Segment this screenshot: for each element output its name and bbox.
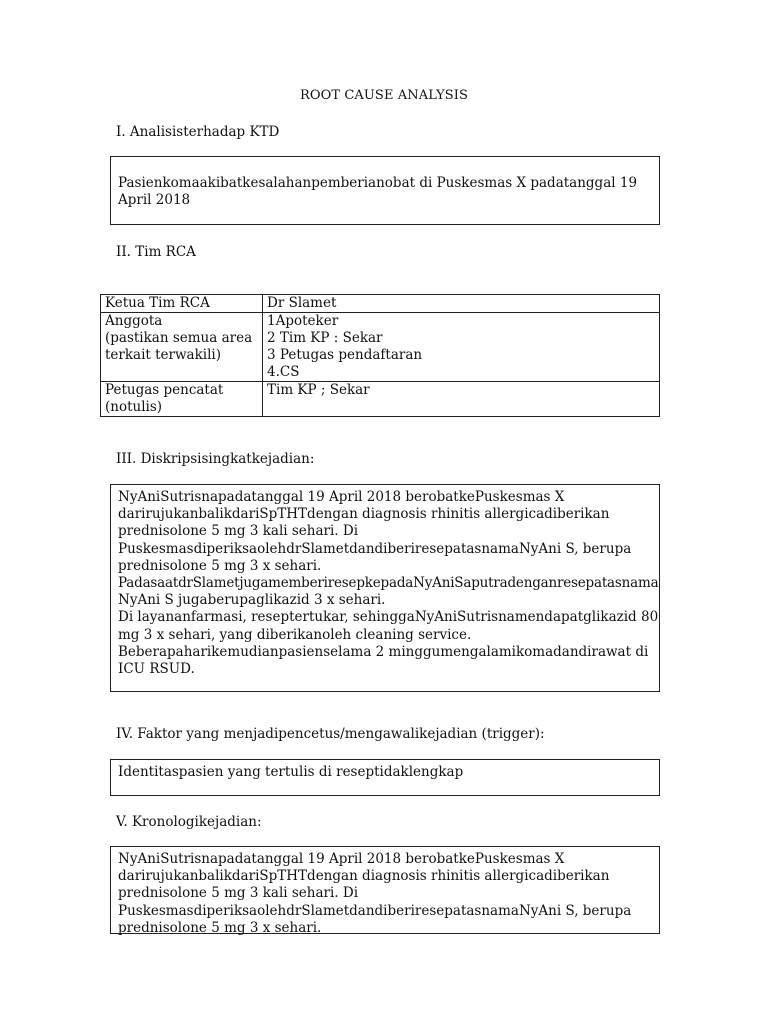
table-cell-label: Petugas pencatat (notulis): [101, 382, 263, 417]
section-5-line: NyAniSutrisnapadatanggal 19 April 2018 berobatkePuskesmas X: [118, 851, 565, 867]
section-3-line: Di layananfarmasi, reseptertukar, sehinggaNyAniSutrisnamendapatglikazid 80: [118, 609, 659, 626]
document-title: ROOT CAUSE ANALYSIS: [299, 88, 469, 103]
section-2-heading: II. Tim RCA: [116, 244, 196, 260]
section-5-line: darirujukanbalikdariSpTHTdengan diagnosis rhinitis allergicadiberikan: [118, 868, 610, 885]
section-3-line: mg 3 x sehari, yang diberikanoleh cleaning service.: [118, 626, 472, 643]
section-5-heading: V. Kronologikejadian:: [116, 814, 262, 830]
section-3-line: NyAni S jugaberupaglikazid 3 x sehari.: [118, 592, 386, 609]
section-1-line: April 2018: [118, 192, 191, 209]
section-4-heading: IV. Faktor yang menjadipencetus/mengawalikejadian (trigger):: [116, 726, 545, 742]
section-3-line: Beberapaharikemudianpasienselama 2 minggumengalamikomadandirawat di: [118, 643, 649, 660]
section-5-line: PuskesmasdiperiksaolehdrSlametdandiberiresepatasnamaNyAni S, berupa: [118, 902, 632, 919]
section-1-line: Pasienkomaakibatkesalahanpemberianobat di Puskesmas X padatanggal 19: [118, 175, 638, 191]
table-cell-value: Tim KP ; Sekar: [263, 382, 660, 417]
section-3-line: prednisolone 5 mg 3 kali sehari. Di: [118, 523, 359, 540]
section-1-box: [110, 156, 660, 225]
section-4-line: Identitaspasien yang tertulis di reseptidaklengkap: [118, 764, 464, 780]
section-3-line: prednisolone 5 mg 3 x sehari.: [118, 557, 322, 574]
section-5-line: prednisolone 5 mg 3 x sehari.: [118, 919, 322, 936]
table-cell-label: Ketua Tim RCA: [101, 295, 263, 313]
section-1-heading: I. Analisisterhadap KTD: [116, 124, 280, 140]
section-3-line: ICU RSUD.: [118, 661, 195, 678]
section-3-line: PadasaatdrSlametjugamemberiresepkepadaNyAniSaputradenganresepatasnama: [118, 575, 659, 592]
table-cell-label: Anggota (pastikan semua area terkait terwakili): [101, 313, 263, 382]
table-row: [101, 382, 660, 417]
table-row: [101, 295, 660, 313]
section-3-box: [110, 484, 660, 692]
section-3-line: darirujukanbalikdariSpTHTdengan diagnosis rhinitis allergicadiberikan: [118, 506, 610, 523]
section-5-line: prednisolone 5 mg 3 kali sehari. Di: [118, 885, 359, 902]
tim-rca-table: [100, 294, 660, 417]
table-cell-value: 1Apoteker 2 Tim KP : Sekar 3 Petugas pendaftaran 4.CS: [263, 313, 660, 382]
section-4-box: [110, 759, 660, 796]
section-5-box: [110, 846, 660, 934]
section-3-heading: III. Diskripsisingkatkejadian:: [116, 451, 315, 467]
table-cell-value: Dr Slamet: [263, 295, 660, 313]
table-row: [101, 313, 660, 382]
section-3-line: PuskesmasdiperiksaolehdrSlametdandiberiresepatasnamaNyAni S, berupa: [118, 540, 632, 557]
section-3-line: NyAniSutrisnapadatanggal 19 April 2018 berobatkePuskesmas X: [118, 489, 565, 505]
